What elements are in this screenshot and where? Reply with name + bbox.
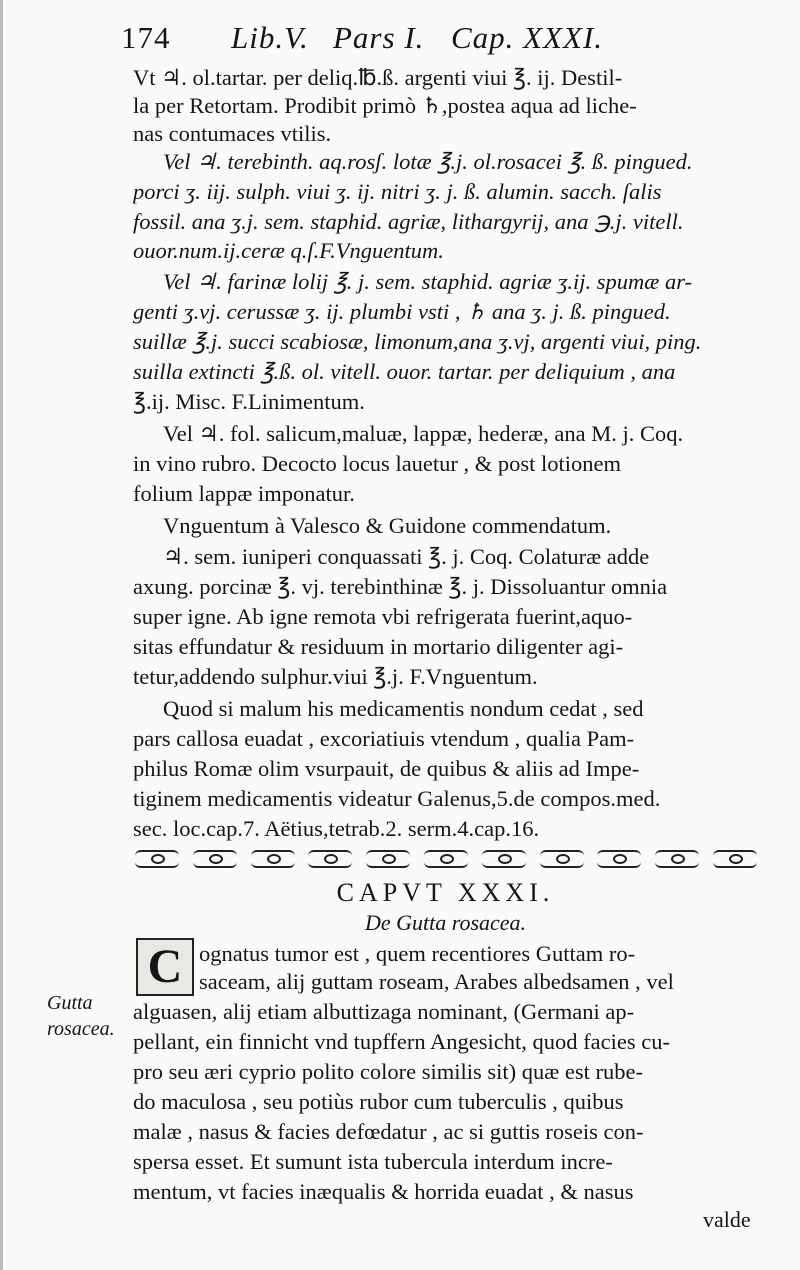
chapter-line: ognatus tumor est , quem recentiores Guttam ro- <box>199 941 636 966</box>
text-line: super igne. Ab igne remota vbi refrigerata fuerint,aquo- <box>133 604 633 629</box>
text-line: axung. porcinæ ℥. vj. terebinthinæ ℥. j. Dissoluantur omnia <box>133 574 668 599</box>
text-line: ℥.ij. Misc. F.Linimentum. <box>133 389 365 414</box>
ornament-unit <box>251 850 295 868</box>
text-line: pars callosa euadat , excoriatiuis vtendum , qualia Pam- <box>133 726 635 751</box>
ornament-unit <box>482 850 526 868</box>
text-line: Quod si malum his medicamentis nondum cedat , sed <box>163 696 644 721</box>
text-line: tiginem medicamentis videatur Galenus,5.de compos.med. <box>133 786 661 811</box>
ornament-unit <box>540 850 584 868</box>
chapter-line: spersa esset. Et sumunt ista tubercula interdum incre- <box>133 1149 613 1174</box>
text-line: in vino rubro. Decocto locus lauetur , & post lotionem <box>133 451 622 476</box>
ornament-band <box>135 848 757 870</box>
ornament-unit <box>308 850 352 868</box>
ornament-unit <box>424 850 468 868</box>
text-line: philus Romæ olim vsurpauit, de quibus & aliis ad Impe- <box>133 756 640 781</box>
text-line: sec. loc.cap.7. Aëtius,tetrab.2. serm.4.cap.16. <box>133 816 540 841</box>
ornament-unit <box>713 850 757 868</box>
text-line: tetur,addendo sulphur.viui ℥.j. F.Vnguentum. <box>133 664 538 689</box>
chapter-line: saceam, alij guttam roseam, Arabes albedsamen , vel <box>199 969 674 994</box>
chapter-line: alguasen, alij etiam albuttizaga nominant, (Germani ap- <box>133 999 635 1024</box>
chapter-line: pellant, ein finnicht vnd tupffern Angesicht, quod facies cu- <box>133 1029 670 1054</box>
text-line: fossil. ana ʒ.j. sem. staphid. agriæ, lithargyrij, ana ℈.j. vitell. <box>133 209 684 234</box>
header-part: Pars I. <box>333 20 425 55</box>
text-line: folium lappæ imponatur. <box>133 481 355 506</box>
text-line: Vel ♃. fol. salicum,maluæ, lappæ, hederæ, ana M. j. Coq. <box>163 421 684 446</box>
chapter-line: do maculosa , seu potiùs rubor cum tuberculis , quibus <box>133 1089 624 1114</box>
ornament-unit <box>655 850 699 868</box>
running-header <box>121 16 761 68</box>
chapter-line: pro seu æri cyprio polito colore similis sit) quæ est rube- <box>133 1059 643 1084</box>
text-line: nas contumaces vtilis. <box>133 121 332 146</box>
chapter-subtitle: De Gutta rosacea. <box>364 910 527 935</box>
ornament-unit <box>193 850 237 868</box>
text-line: genti ʒ.vj. cerussæ ʒ. ij. plumbi vsti , ♄ ana ʒ. j. ß. pingued. <box>133 299 671 324</box>
text-line: suillæ ℥.j. succi scabiosæ, limonum,ana ʒ.vj, argenti viui, ping. <box>133 329 702 354</box>
chapter-title: CAPVT XXXI. <box>336 878 555 907</box>
text-line: porci ʒ. iij. sulph. viui ʒ. ij. nitri ʒ. j. ß. alumin. sacch. ſalis <box>133 179 662 204</box>
text-line: Vnguentum à Valesco & Guidone commendatum. <box>163 513 612 538</box>
text-line: Vel ♃. terebinth. aq.rosʃ. lotæ ℥.j. ol.rosacei ℥. ß. pingued. <box>163 149 693 174</box>
text-line: la per Retortam. Prodibit primò ♄,postea aqua ad liche- <box>133 93 637 118</box>
text-line: Vt ♃. ol.tartar. per deliq.℔.ß. argenti viui ℥. ij. Destil- <box>133 65 623 90</box>
text-line: sitas effundatur & residuum in mortario diligenter agi- <box>133 634 624 659</box>
margin-note: rosacea. <box>47 1018 115 1040</box>
chapter-line: mentum, vt facies inæqualis & horrida euadat , & nasus <box>133 1179 634 1204</box>
decorated-initial: C <box>136 938 194 996</box>
ornament-unit <box>135 850 179 868</box>
header-book: Lib.V. <box>231 20 309 55</box>
ornament-unit <box>366 850 410 868</box>
text-line: suilla extincti ℥.ß. ol. vitell. ouor. tartar. per deliquium , ana <box>133 359 676 384</box>
ornament-unit <box>597 850 641 868</box>
page-number: 174 <box>121 20 171 55</box>
text-line: Vel ♃. farinæ lolij ℥. j. sem. staphid. agriæ ʒ.ij. spumæ ar- <box>163 269 692 294</box>
header-chapter: Cap. XXXI. <box>451 20 604 55</box>
text-line: ♃. sem. iuniperi conquassati ℥. j. Coq. Colaturæ adde <box>163 544 650 569</box>
margin-note: Gutta <box>47 992 93 1014</box>
chapter-line: malæ , nasus & facies defœdatur , ac si guttis roseis con- <box>133 1119 644 1144</box>
catchword: valde <box>703 1207 751 1232</box>
text-line: ouor.num.ij.ceræ q.ſ.F.Vnguentum. <box>133 238 444 263</box>
